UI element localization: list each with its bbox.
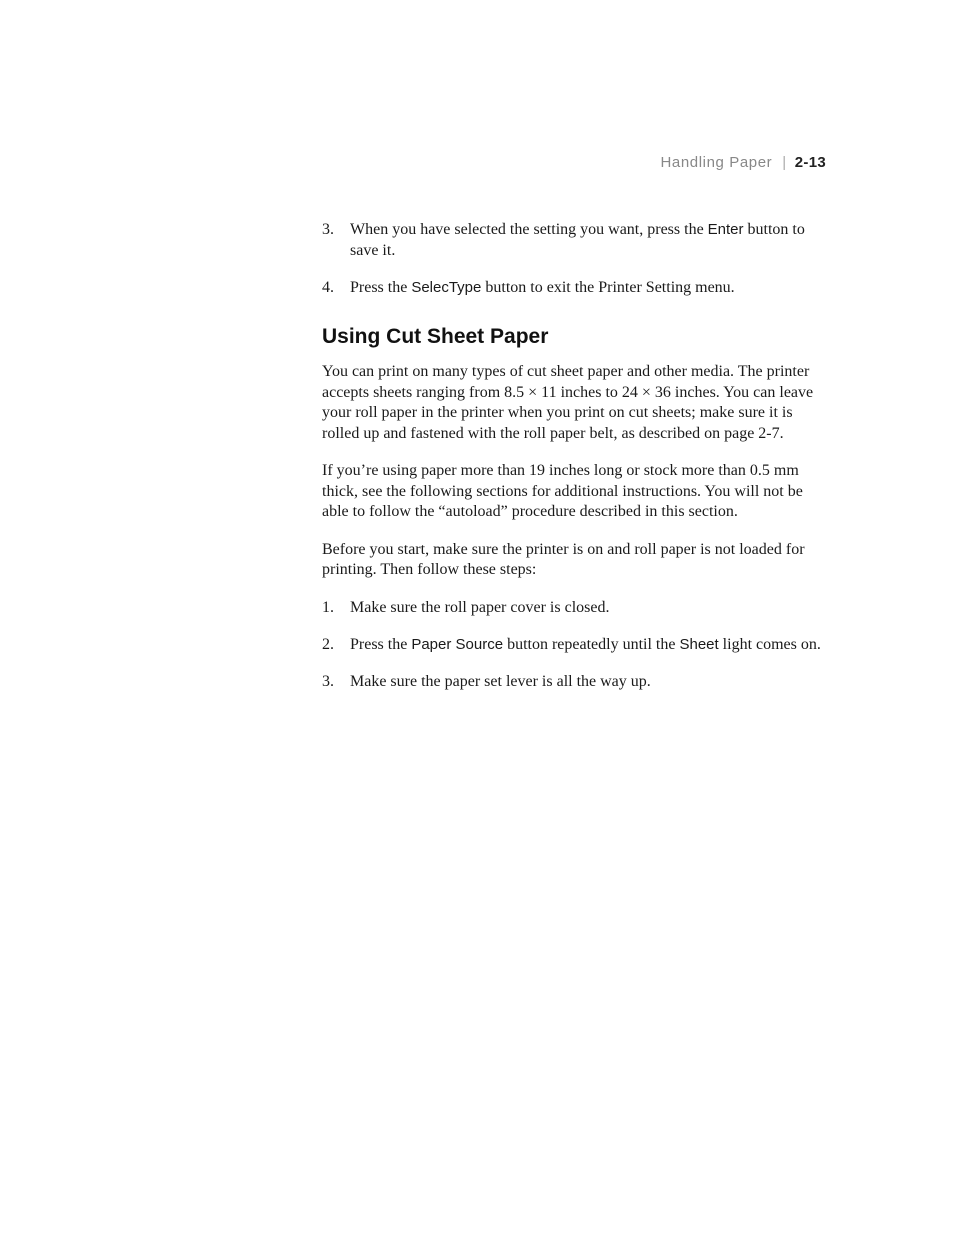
step-item	[322, 672, 828, 693]
step-number: 3.	[322, 221, 334, 238]
running-header	[660, 154, 826, 171]
step-text: button repeatedly until the	[503, 635, 680, 653]
step-text: Make sure the paper set lever is all the way up.	[350, 672, 651, 690]
button-name-paper-source: Paper Source	[411, 635, 504, 653]
header-section-title: Handling Paper	[660, 154, 773, 171]
step-number: 1.	[322, 598, 334, 616]
body-paragraph: You can print on many types of cut sheet paper and other media. The printer accepts sheets ranging from 8.5 × 11 inches to 24 × 36 inches. You can leave your roll paper in the printer when you print on cut sheets; make sure it is rolled up and fastened with the roll paper belt, as described on page 2-7.	[322, 363, 814, 442]
header-separator: |	[782, 154, 787, 171]
page-number: 2-13	[794, 154, 826, 171]
step-item	[322, 635, 828, 656]
step-item	[322, 278, 828, 299]
button-name-enter: Enter	[707, 221, 744, 238]
step-text: Make sure the roll paper cover is closed.	[350, 598, 610, 616]
step-text: light comes on.	[718, 635, 821, 653]
section-heading: Using Cut Sheet Paper	[322, 325, 549, 348]
step-item	[322, 220, 828, 261]
step-text: When you have selected the setting you want, press the	[350, 221, 708, 238]
step-text: button to save it.	[350, 221, 805, 259]
step-number: 2.	[322, 635, 334, 653]
step-text: button to exit the Printer Setting menu.	[481, 278, 735, 296]
step-number: 4.	[322, 278, 334, 296]
light-name-sheet: Sheet	[679, 635, 719, 653]
body-paragraph: Before you start, make sure the printer is on and roll paper is not loaded for printing. Then follow these steps:	[322, 540, 805, 578]
step-text: Press the	[350, 278, 412, 296]
button-name-selectype: SelecType	[411, 278, 482, 296]
page-body	[322, 220, 828, 709]
step-text: Press the	[350, 635, 412, 653]
step-number: 3.	[322, 672, 334, 690]
step-item	[322, 598, 828, 619]
body-paragraph: If you’re using paper more than 19 inches long or stock more than 0.5 mm thick, see the following sections for additional instructions. You will not be able to follow the “autoload” procedure described in this section.	[322, 462, 803, 520]
